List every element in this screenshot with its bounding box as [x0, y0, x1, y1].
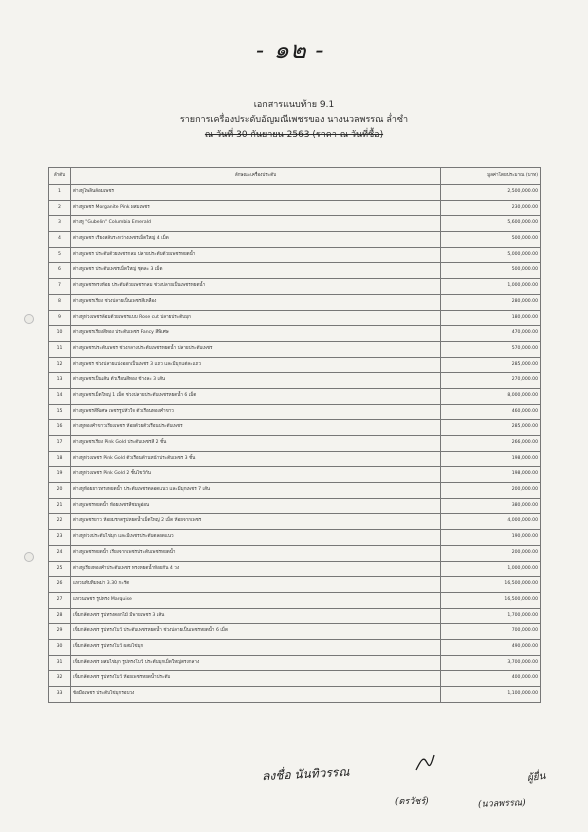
table-row: [49, 373, 541, 389]
row-description: เข็มกลัดเพชร รูปทรงดอกไม้ มีพายเพชร 3 เส้น: [71, 608, 441, 624]
table-row: [49, 514, 541, 530]
signature-name-left: (ตรวัชร์): [395, 797, 429, 807]
row-description: ต่างหูไพลินล้อมเพชร: [71, 185, 441, 201]
table-row: [49, 263, 541, 279]
row-value: 500,000.00: [441, 232, 541, 248]
table-row: [49, 498, 541, 514]
row-number: 5: [49, 247, 71, 263]
page-number: - ๑๒ -: [256, 36, 325, 64]
header-description: ลักษณะเครื่องประดับ: [71, 168, 441, 185]
signature-declarant-right: ผู้ยื่น: [526, 770, 547, 785]
row-description: ต่างหูทองคำขาวเรียงเพชร ห้อยด้วยตัวเรือนประดับเพชร: [71, 420, 441, 436]
row-value: 200,000.00: [441, 545, 541, 561]
row-description: ต่างหูเพชรเม็ดใหญ่ 1 เม็ด ช่วงปลายประดับเพชรหยดน้ำ 6 เม็ด: [71, 388, 441, 404]
signature-name-right: (นวลพรรณ): [477, 798, 526, 810]
row-value: 198,000.00: [441, 451, 541, 467]
row-number: 19: [49, 467, 71, 483]
table-row: [49, 357, 541, 373]
header-value: มูลค่าโดยประมาณ (บาท): [441, 168, 541, 185]
row-description: ต่างหูห่วงเพชร Pink Gold 2 ชั้นไขว้กัน: [71, 467, 441, 483]
row-value: 3,700,000.00: [441, 655, 541, 671]
table-row: [49, 577, 541, 593]
row-value: 230,000.00: [441, 200, 541, 216]
punch-hole-icon: [24, 314, 34, 324]
row-number: 16: [49, 420, 71, 436]
row-number: 28: [49, 608, 71, 624]
row-description: ต่างหูเพชรทรงห้อย ประดับด้วยเพชรกลม ช่วงปลายเป็นเพชรหยดน้ำ: [71, 279, 441, 295]
document-subject: รายการเครื่องประดับอัญมณีเพชรของ นางนวลพรรณ ล่ำซำ: [179, 115, 409, 125]
row-number: 4: [49, 232, 71, 248]
table-row: [49, 655, 541, 671]
document-date-line: ณ วันที่ 30 กันยายน 2563 (ราคา ณ วันที่ซื้อ): [204, 130, 384, 140]
row-value: 1,700,000.00: [441, 608, 541, 624]
row-description: ต่างหูเพชรประดับเพชร ช่วงกลางประดับเพชรหยดน้ำ ปลายประดับเพชร: [71, 341, 441, 357]
row-description: ต่างหูห่วงเพชรล้อมด้วยเพชรแบบ Rose cut ปลายประดับมุก: [71, 310, 441, 326]
row-number: 20: [49, 483, 71, 499]
table-row: [49, 451, 541, 467]
row-description: ต่างหู "Gubelin" Columbia Emerald: [71, 216, 441, 232]
row-description: ข้อมือเพชร ประดับไข่มุกรอบวง: [71, 687, 441, 703]
row-value: 1,000,000.00: [441, 279, 541, 295]
row-number: 14: [49, 388, 71, 404]
row-number: 3: [49, 216, 71, 232]
document-attachment-title: เอกสารแนบท้าย 9.1: [253, 100, 335, 110]
table-row: [49, 388, 541, 404]
table-row: [49, 592, 541, 608]
table-row: [49, 247, 541, 263]
row-description: ต่างหูเพชรยาว ห้อยมรกตรูปหยดน้ำเม็ดใหญ่ 2 เม็ด ห้อยจากเพชร: [71, 514, 441, 530]
row-description: ต่างหูเพชร Morganite Pink ผสมเพชร: [71, 200, 441, 216]
row-number: 12: [49, 357, 71, 373]
row-value: 285,000.00: [441, 420, 541, 436]
row-description: ต่างหูห่วงเพชร Pink Gold ตัวเรือนด้านหน้าประดับเพชร 3 ชั้น: [71, 451, 441, 467]
row-number: 30: [49, 639, 71, 655]
row-value: 16,500,000.00: [441, 577, 541, 593]
table-row: [49, 420, 541, 436]
row-value: 570,000.00: [441, 341, 541, 357]
row-number: 15: [49, 404, 71, 420]
row-description: ต่างหูเพชร ช่วงปลายแบ่งออกเป็นเพชร 3 แถว และมีมุกแต่ละแถว: [71, 357, 441, 373]
row-number: 33: [49, 687, 71, 703]
row-description: แหวนเพชร รูปทรง Marquise: [71, 592, 441, 608]
signature-scribble-icon: [414, 752, 436, 774]
row-description: แหวนทับทิมพม่า 3.30 กะรัต: [71, 577, 441, 593]
row-value: 8,000,000.00: [441, 388, 541, 404]
table-row: [49, 530, 541, 546]
row-description: ต่างหูเพชรสีพิเศษ เพชรรูปหัวใจ ตัวเรือนทองคำขาว: [71, 404, 441, 420]
row-number: 17: [49, 436, 71, 452]
row-number: 10: [49, 326, 71, 342]
row-description: ต่างหูห่วงประดับไข่มุก และมีเพชรประดับตลอดแนว: [71, 530, 441, 546]
row-value: 1,100,000.00: [441, 687, 541, 703]
row-description: เข็มกลัดเพชร รูปทรงโบว์ ผสมไข่มุก: [71, 639, 441, 655]
table-row: [49, 200, 541, 216]
table-row: [49, 624, 541, 640]
row-description: ต่างหูห้อยยาวทรงหยดน้ำ ประดับเพชรตลอดแนว และมีมุกเพชร 7 เส้น: [71, 483, 441, 499]
row-description: ต่างหูเพชรหยดน้ำ เรียงจากเพชรประดับเพชรหยดน้ำ: [71, 545, 441, 561]
row-value: 460,000.00: [441, 404, 541, 420]
table-row: [49, 687, 541, 703]
table-row: [49, 216, 541, 232]
row-value: 4,000,000.00: [441, 514, 541, 530]
row-description: ต่างหูเพชรเรียง Pink Gold ประดับเพชรสี 2 ชั้น: [71, 436, 441, 452]
row-description: ต่างหูเพชร ประดับด้วยเพชรกลม ปลายประดับด้วยเพชรหยดน้ำ: [71, 247, 441, 263]
row-value: 280,000.00: [441, 294, 541, 310]
row-number: 1: [49, 185, 71, 201]
row-description: ต่างหูเรียงทองคำประดับเพชร ทรงหยดน้ำห้อยกัน 4 วง: [71, 561, 441, 577]
row-description: ต่างหูเพชรหยดน้ำ ห้อยเพชรสีชมพูอ่อน: [71, 498, 441, 514]
row-number: 18: [49, 451, 71, 467]
table-row: [49, 639, 541, 655]
row-number: 29: [49, 624, 71, 640]
row-value: 270,000.00: [441, 373, 541, 389]
row-value: 490,000.00: [441, 639, 541, 655]
row-number: 8: [49, 294, 71, 310]
row-number: 9: [49, 310, 71, 326]
row-description: ต่างหูเพชรเรียงสีทอง ประดับเพชร Fancy สีพิเศษ: [71, 326, 441, 342]
table-row: [49, 561, 541, 577]
row-value: 400,000.00: [441, 671, 541, 687]
row-value: 190,000.00: [441, 530, 541, 546]
row-value: 266,000.00: [441, 436, 541, 452]
table-row: [49, 404, 541, 420]
row-description: ต่างหูเพชรเป็นเส้น ตัวเรือนสีทอง ข้างละ 3 เส้น: [71, 373, 441, 389]
row-value: 5,600,000.00: [441, 216, 541, 232]
table-body: [49, 185, 541, 703]
table-row: [49, 232, 541, 248]
row-value: 380,000.00: [441, 498, 541, 514]
row-value: 200,000.00: [441, 483, 541, 499]
row-number: 32: [49, 671, 71, 687]
row-value: 470,000.00: [441, 326, 541, 342]
table-row: [49, 326, 541, 342]
row-number: 27: [49, 592, 71, 608]
row-value: 5,000,000.00: [441, 247, 541, 263]
table-row: [49, 671, 541, 687]
table-row: [49, 467, 541, 483]
row-value: 1,000,000.00: [441, 561, 541, 577]
row-value: 285,000.00: [441, 357, 541, 373]
row-number: 25: [49, 561, 71, 577]
row-value: 2,500,000.00: [441, 185, 541, 201]
row-number: 22: [49, 514, 71, 530]
table-row: [49, 310, 541, 326]
jewelry-table: [48, 167, 541, 703]
row-value: 700,000.00: [441, 624, 541, 640]
table-row: [49, 341, 541, 357]
row-number: 11: [49, 341, 71, 357]
row-number: 26: [49, 577, 71, 593]
row-number: 24: [49, 545, 71, 561]
row-number: 31: [49, 655, 71, 671]
row-number: 6: [49, 263, 71, 279]
row-number: 2: [49, 200, 71, 216]
table-row: [49, 279, 541, 295]
table-row: [49, 483, 541, 499]
row-value: 180,000.00: [441, 310, 541, 326]
row-number: 13: [49, 373, 71, 389]
row-value: 16,500,000.00: [441, 592, 541, 608]
row-number: 7: [49, 279, 71, 295]
table-row: [49, 185, 541, 201]
punch-hole-icon: [24, 552, 34, 562]
header-number: ลำดับ: [49, 168, 71, 185]
table-row: [49, 608, 541, 624]
row-value: 198,000.00: [441, 467, 541, 483]
signature-declarant-left: ลงชื่อ นันทิวรรณ: [261, 764, 350, 784]
row-description: ต่างหูเพชร เรียงสลับระหว่างเพชรเม็ดใหญ่ 4 เม็ด: [71, 232, 441, 248]
row-description: ต่างหูเพชร ประดับเพชรเม็ดใหญ่ ชุดละ 3 เม็ด: [71, 263, 441, 279]
table-row: [49, 545, 541, 561]
row-description: เข็มกลัดเพชร รูปทรงโบว์ ประดับเพชรหยดน้ำ ช่วงปลายเป็นเพชรหยดน้ำ 6 เม็ด: [71, 624, 441, 640]
row-value: 500,000.00: [441, 263, 541, 279]
row-description: ต่างหูเพชรเรียง ช่วงปลายเป็นเพชรสีเหลือง: [71, 294, 441, 310]
table-header-row: [49, 168, 541, 185]
row-number: 23: [49, 530, 71, 546]
row-description: เข็มกลัดเพชร รูปทรงโบว์ ห้อยเพชรหยดน้ำประดับ: [71, 671, 441, 687]
row-number: 21: [49, 498, 71, 514]
table-row: [49, 436, 541, 452]
row-description: เข็มกลัดเพชร ผสมไข่มุก รูปทรงโบว์ ประดับมุกเม็ดใหญ่ตรงกลาง: [71, 655, 441, 671]
table-row: [49, 294, 541, 310]
